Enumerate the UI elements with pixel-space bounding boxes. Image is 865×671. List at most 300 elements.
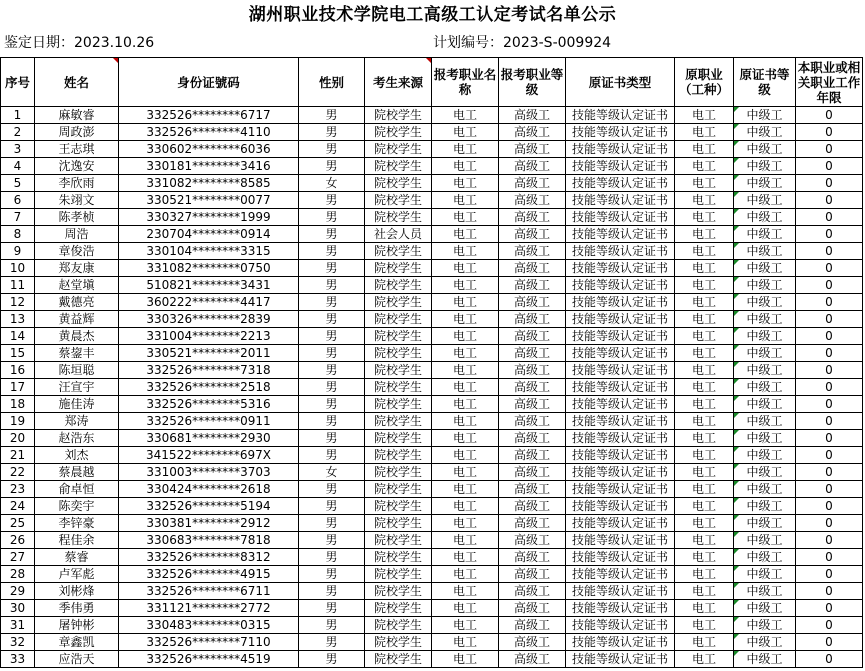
cell-cert-type[interactable] bbox=[566, 311, 675, 328]
cell-level[interactable] bbox=[499, 498, 566, 515]
cell-gender[interactable] bbox=[299, 311, 365, 328]
cell-orig-occupation[interactable] bbox=[675, 651, 734, 668]
cell-orig-level[interactable] bbox=[734, 260, 796, 277]
cell-id[interactable] bbox=[119, 549, 299, 566]
cell-cert-type[interactable] bbox=[566, 566, 675, 583]
cell-name[interactable] bbox=[35, 430, 119, 447]
cell-index[interactable] bbox=[1, 549, 35, 566]
cell-orig-occupation[interactable] bbox=[675, 158, 734, 175]
cell-orig-occupation[interactable] bbox=[675, 311, 734, 328]
cell-name[interactable] bbox=[35, 362, 119, 379]
header-cert-type[interactable]: 原证书类型 bbox=[566, 58, 675, 107]
cell-name[interactable] bbox=[35, 107, 119, 124]
cell-occupation[interactable] bbox=[432, 566, 499, 583]
cell-index[interactable] bbox=[1, 175, 35, 192]
cell-id[interactable] bbox=[119, 362, 299, 379]
cell-orig-level[interactable] bbox=[734, 277, 796, 294]
cell-cert-type[interactable] bbox=[566, 243, 675, 260]
cell-name[interactable] bbox=[35, 651, 119, 668]
cell-cert-type[interactable] bbox=[566, 532, 675, 549]
cell-occupation[interactable] bbox=[432, 617, 499, 634]
cell-occupation[interactable] bbox=[432, 464, 499, 481]
cell-orig-level[interactable] bbox=[734, 634, 796, 651]
cell-cert-type[interactable] bbox=[566, 141, 675, 158]
cell-source[interactable] bbox=[365, 243, 432, 260]
cell-occupation[interactable] bbox=[432, 634, 499, 651]
cell-orig-level[interactable] bbox=[734, 141, 796, 158]
cell-cert-type[interactable] bbox=[566, 226, 675, 243]
plan-number[interactable]: 计划编号：2023-S-009924 bbox=[433, 35, 612, 51]
cell-level[interactable] bbox=[499, 464, 566, 481]
cell-orig-level[interactable] bbox=[734, 617, 796, 634]
cell-orig-level[interactable] bbox=[734, 498, 796, 515]
cell-gender[interactable] bbox=[299, 600, 365, 617]
cell-index[interactable] bbox=[1, 447, 35, 464]
cell-orig-level[interactable] bbox=[734, 549, 796, 566]
cell-level[interactable] bbox=[499, 549, 566, 566]
cell-cert-type[interactable] bbox=[566, 549, 675, 566]
cell-name[interactable] bbox=[35, 481, 119, 498]
cell-gender[interactable] bbox=[299, 566, 365, 583]
cell-years[interactable] bbox=[796, 617, 863, 634]
cell-id[interactable] bbox=[119, 124, 299, 141]
cell-orig-occupation[interactable] bbox=[675, 617, 734, 634]
cell-name[interactable] bbox=[35, 617, 119, 634]
cell-source[interactable] bbox=[365, 617, 432, 634]
cell-level[interactable] bbox=[499, 362, 566, 379]
cell-orig-occupation[interactable] bbox=[675, 362, 734, 379]
cell-cert-type[interactable] bbox=[566, 634, 675, 651]
cell-level[interactable] bbox=[499, 311, 566, 328]
cell-level[interactable] bbox=[499, 634, 566, 651]
cell-source[interactable] bbox=[365, 651, 432, 668]
cell-name[interactable] bbox=[35, 447, 119, 464]
cell-level[interactable] bbox=[499, 413, 566, 430]
cell-name[interactable] bbox=[35, 566, 119, 583]
cell-orig-occupation[interactable] bbox=[675, 515, 734, 532]
cell-id[interactable] bbox=[119, 515, 299, 532]
cell-orig-level[interactable] bbox=[734, 600, 796, 617]
cell-level[interactable] bbox=[499, 294, 566, 311]
cell-level[interactable] bbox=[499, 243, 566, 260]
header-name[interactable]: 姓名 bbox=[35, 58, 119, 107]
cell-id[interactable] bbox=[119, 566, 299, 583]
cell-years[interactable] bbox=[796, 209, 863, 226]
cell-cert-type[interactable] bbox=[566, 362, 675, 379]
cell-occupation[interactable] bbox=[432, 396, 499, 413]
cell-occupation[interactable] bbox=[432, 277, 499, 294]
cell-level[interactable] bbox=[499, 617, 566, 634]
cell-years[interactable] bbox=[796, 192, 863, 209]
cell-name[interactable] bbox=[35, 328, 119, 345]
cell-name[interactable] bbox=[35, 124, 119, 141]
cell-id[interactable] bbox=[119, 141, 299, 158]
cell-index[interactable] bbox=[1, 498, 35, 515]
cell-cert-type[interactable] bbox=[566, 209, 675, 226]
cell-cert-type[interactable] bbox=[566, 515, 675, 532]
cell-gender[interactable] bbox=[299, 141, 365, 158]
cell-id[interactable] bbox=[119, 209, 299, 226]
cell-gender[interactable] bbox=[299, 192, 365, 209]
header-id[interactable]: 身份证號码 bbox=[119, 58, 299, 107]
cell-gender[interactable] bbox=[299, 362, 365, 379]
cell-source[interactable] bbox=[365, 566, 432, 583]
cell-orig-occupation[interactable] bbox=[675, 600, 734, 617]
cell-index[interactable] bbox=[1, 311, 35, 328]
cell-id[interactable] bbox=[119, 175, 299, 192]
cell-orig-level[interactable] bbox=[734, 413, 796, 430]
cell-orig-level[interactable] bbox=[734, 107, 796, 124]
cell-cert-type[interactable] bbox=[566, 107, 675, 124]
cell-index[interactable] bbox=[1, 124, 35, 141]
cell-gender[interactable] bbox=[299, 396, 365, 413]
cell-name[interactable] bbox=[35, 532, 119, 549]
cell-cert-type[interactable] bbox=[566, 260, 675, 277]
cell-level[interactable] bbox=[499, 430, 566, 447]
cell-id[interactable] bbox=[119, 158, 299, 175]
cell-gender[interactable] bbox=[299, 379, 365, 396]
cell-occupation[interactable] bbox=[432, 328, 499, 345]
cell-gender[interactable] bbox=[299, 413, 365, 430]
cell-orig-occupation[interactable] bbox=[675, 413, 734, 430]
cell-level[interactable] bbox=[499, 600, 566, 617]
cell-id[interactable] bbox=[119, 464, 299, 481]
header-gender[interactable]: 性别 bbox=[299, 58, 365, 107]
cell-gender[interactable] bbox=[299, 634, 365, 651]
cell-orig-level[interactable] bbox=[734, 243, 796, 260]
cell-source[interactable] bbox=[365, 175, 432, 192]
cell-years[interactable] bbox=[796, 549, 863, 566]
cell-years[interactable] bbox=[796, 413, 863, 430]
cell-orig-level[interactable] bbox=[734, 515, 796, 532]
cell-level[interactable] bbox=[499, 651, 566, 668]
cell-gender[interactable] bbox=[299, 651, 365, 668]
cell-years[interactable] bbox=[796, 481, 863, 498]
cell-id[interactable] bbox=[119, 447, 299, 464]
cell-source[interactable] bbox=[365, 226, 432, 243]
cell-name[interactable] bbox=[35, 209, 119, 226]
cell-gender[interactable] bbox=[299, 260, 365, 277]
cell-index[interactable] bbox=[1, 209, 35, 226]
cell-id[interactable] bbox=[119, 277, 299, 294]
cell-orig-occupation[interactable] bbox=[675, 141, 734, 158]
cell-years[interactable] bbox=[796, 124, 863, 141]
cell-index[interactable] bbox=[1, 600, 35, 617]
cell-orig-occupation[interactable] bbox=[675, 277, 734, 294]
cell-id[interactable] bbox=[119, 532, 299, 549]
cell-level[interactable] bbox=[499, 328, 566, 345]
cell-gender[interactable] bbox=[299, 345, 365, 362]
cell-years[interactable] bbox=[796, 243, 863, 260]
cell-level[interactable] bbox=[499, 277, 566, 294]
cell-level[interactable] bbox=[499, 209, 566, 226]
cell-index[interactable] bbox=[1, 294, 35, 311]
cell-name[interactable] bbox=[35, 226, 119, 243]
cell-id[interactable] bbox=[119, 600, 299, 617]
cell-level[interactable] bbox=[499, 345, 566, 362]
cell-gender[interactable] bbox=[299, 532, 365, 549]
cell-gender[interactable] bbox=[299, 158, 365, 175]
cell-orig-occupation[interactable] bbox=[675, 192, 734, 209]
cell-id[interactable] bbox=[119, 634, 299, 651]
cell-years[interactable] bbox=[796, 328, 863, 345]
cell-name[interactable] bbox=[35, 141, 119, 158]
cell-gender[interactable] bbox=[299, 498, 365, 515]
cell-name[interactable] bbox=[35, 277, 119, 294]
cell-occupation[interactable] bbox=[432, 481, 499, 498]
cell-source[interactable] bbox=[365, 124, 432, 141]
page-title[interactable]: 湖州职业技术学院电工高级工认定考试名单公示 bbox=[248, 5, 617, 25]
cell-index[interactable] bbox=[1, 141, 35, 158]
cell-years[interactable] bbox=[796, 345, 863, 362]
cell-id[interactable] bbox=[119, 430, 299, 447]
cell-level[interactable] bbox=[499, 158, 566, 175]
cell-cert-type[interactable] bbox=[566, 294, 675, 311]
cell-index[interactable] bbox=[1, 515, 35, 532]
cell-orig-occupation[interactable] bbox=[675, 532, 734, 549]
cell-occupation[interactable] bbox=[432, 260, 499, 277]
cell-gender[interactable] bbox=[299, 209, 365, 226]
cell-orig-level[interactable] bbox=[734, 294, 796, 311]
cell-cert-type[interactable] bbox=[566, 651, 675, 668]
cell-source[interactable] bbox=[365, 396, 432, 413]
cell-index[interactable] bbox=[1, 362, 35, 379]
cell-occupation[interactable] bbox=[432, 447, 499, 464]
cell-cert-type[interactable] bbox=[566, 192, 675, 209]
cell-orig-level[interactable] bbox=[734, 566, 796, 583]
cell-index[interactable] bbox=[1, 277, 35, 294]
cell-index[interactable] bbox=[1, 158, 35, 175]
cell-id[interactable] bbox=[119, 413, 299, 430]
cell-years[interactable] bbox=[796, 583, 863, 600]
cell-source[interactable] bbox=[365, 379, 432, 396]
cell-index[interactable] bbox=[1, 583, 35, 600]
cell-orig-occupation[interactable] bbox=[675, 447, 734, 464]
cell-source[interactable] bbox=[365, 260, 432, 277]
cell-name[interactable] bbox=[35, 634, 119, 651]
cell-cert-type[interactable] bbox=[566, 481, 675, 498]
cell-level[interactable] bbox=[499, 515, 566, 532]
cell-level[interactable] bbox=[499, 396, 566, 413]
cell-orig-level[interactable] bbox=[734, 345, 796, 362]
cell-orig-occupation[interactable] bbox=[675, 107, 734, 124]
cell-index[interactable] bbox=[1, 379, 35, 396]
cell-level[interactable] bbox=[499, 260, 566, 277]
cell-occupation[interactable] bbox=[432, 583, 499, 600]
cell-source[interactable] bbox=[365, 447, 432, 464]
cell-years[interactable] bbox=[796, 260, 863, 277]
cell-orig-occupation[interactable] bbox=[675, 396, 734, 413]
cell-index[interactable] bbox=[1, 430, 35, 447]
cell-years[interactable] bbox=[796, 294, 863, 311]
cell-source[interactable] bbox=[365, 549, 432, 566]
cell-gender[interactable] bbox=[299, 481, 365, 498]
cell-orig-level[interactable] bbox=[734, 124, 796, 141]
cell-level[interactable] bbox=[499, 583, 566, 600]
cell-orig-level[interactable] bbox=[734, 464, 796, 481]
cell-orig-occupation[interactable] bbox=[675, 175, 734, 192]
cell-source[interactable] bbox=[365, 583, 432, 600]
cell-name[interactable] bbox=[35, 413, 119, 430]
cell-orig-level[interactable] bbox=[734, 447, 796, 464]
cell-orig-occupation[interactable] bbox=[675, 583, 734, 600]
cell-occupation[interactable] bbox=[432, 175, 499, 192]
cell-years[interactable] bbox=[796, 532, 863, 549]
cell-name[interactable] bbox=[35, 498, 119, 515]
cell-name[interactable] bbox=[35, 464, 119, 481]
header-index[interactable]: 序号 bbox=[1, 58, 35, 107]
cell-cert-type[interactable] bbox=[566, 413, 675, 430]
cell-name[interactable] bbox=[35, 379, 119, 396]
cell-occupation[interactable] bbox=[432, 379, 499, 396]
cell-occupation[interactable] bbox=[432, 532, 499, 549]
cell-id[interactable] bbox=[119, 311, 299, 328]
cell-orig-level[interactable] bbox=[734, 651, 796, 668]
cell-index[interactable] bbox=[1, 192, 35, 209]
cell-level[interactable] bbox=[499, 107, 566, 124]
cell-orig-level[interactable] bbox=[734, 379, 796, 396]
cell-id[interactable] bbox=[119, 107, 299, 124]
cell-name[interactable] bbox=[35, 549, 119, 566]
cell-level[interactable] bbox=[499, 175, 566, 192]
cell-orig-level[interactable] bbox=[734, 430, 796, 447]
cell-orig-occupation[interactable] bbox=[675, 260, 734, 277]
cell-occupation[interactable] bbox=[432, 345, 499, 362]
cell-index[interactable] bbox=[1, 345, 35, 362]
cell-years[interactable] bbox=[796, 634, 863, 651]
cell-years[interactable] bbox=[796, 141, 863, 158]
cell-source[interactable] bbox=[365, 311, 432, 328]
cell-occupation[interactable] bbox=[432, 141, 499, 158]
cell-source[interactable] bbox=[365, 430, 432, 447]
cell-orig-level[interactable] bbox=[734, 583, 796, 600]
header-orig-level[interactable]: 原证书等级 bbox=[734, 58, 796, 107]
cell-orig-level[interactable] bbox=[734, 158, 796, 175]
cell-id[interactable] bbox=[119, 379, 299, 396]
cell-years[interactable] bbox=[796, 566, 863, 583]
cell-source[interactable] bbox=[365, 464, 432, 481]
cell-orig-occupation[interactable] bbox=[675, 124, 734, 141]
cell-years[interactable] bbox=[796, 651, 863, 668]
cell-index[interactable] bbox=[1, 634, 35, 651]
cell-occupation[interactable] bbox=[432, 311, 499, 328]
cell-gender[interactable] bbox=[299, 464, 365, 481]
header-orig-occupation[interactable]: 原职业（工种） bbox=[675, 58, 734, 107]
cell-index[interactable] bbox=[1, 396, 35, 413]
cell-gender[interactable] bbox=[299, 124, 365, 141]
cell-gender[interactable] bbox=[299, 243, 365, 260]
header-source[interactable]: 考生来源 bbox=[365, 58, 432, 107]
cell-occupation[interactable] bbox=[432, 600, 499, 617]
cell-cert-type[interactable] bbox=[566, 158, 675, 175]
cell-occupation[interactable] bbox=[432, 362, 499, 379]
cell-years[interactable] bbox=[796, 379, 863, 396]
cell-cert-type[interactable] bbox=[566, 396, 675, 413]
cell-id[interactable] bbox=[119, 328, 299, 345]
cell-orig-occupation[interactable] bbox=[675, 243, 734, 260]
header-years[interactable]: 本职业或相关职业工作年限 bbox=[796, 58, 863, 107]
cell-occupation[interactable] bbox=[432, 498, 499, 515]
cell-source[interactable] bbox=[365, 481, 432, 498]
cell-gender[interactable] bbox=[299, 549, 365, 566]
cell-occupation[interactable] bbox=[432, 294, 499, 311]
cell-source[interactable] bbox=[365, 209, 432, 226]
cell-name[interactable] bbox=[35, 243, 119, 260]
cell-index[interactable] bbox=[1, 651, 35, 668]
cell-orig-occupation[interactable] bbox=[675, 226, 734, 243]
cell-name[interactable] bbox=[35, 192, 119, 209]
cell-occupation[interactable] bbox=[432, 243, 499, 260]
cell-cert-type[interactable] bbox=[566, 464, 675, 481]
cell-level[interactable] bbox=[499, 566, 566, 583]
cell-index[interactable] bbox=[1, 532, 35, 549]
cell-orig-level[interactable] bbox=[734, 209, 796, 226]
cell-index[interactable] bbox=[1, 107, 35, 124]
cell-name[interactable] bbox=[35, 158, 119, 175]
cell-orig-occupation[interactable] bbox=[675, 328, 734, 345]
cell-index[interactable] bbox=[1, 328, 35, 345]
cell-source[interactable] bbox=[365, 600, 432, 617]
cell-years[interactable] bbox=[796, 600, 863, 617]
cell-orig-occupation[interactable] bbox=[675, 209, 734, 226]
cell-index[interactable] bbox=[1, 260, 35, 277]
cell-source[interactable] bbox=[365, 277, 432, 294]
cell-years[interactable] bbox=[796, 175, 863, 192]
cell-gender[interactable] bbox=[299, 328, 365, 345]
cell-cert-type[interactable] bbox=[566, 277, 675, 294]
cell-gender[interactable] bbox=[299, 294, 365, 311]
cell-orig-level[interactable] bbox=[734, 328, 796, 345]
cell-name[interactable] bbox=[35, 294, 119, 311]
cell-gender[interactable] bbox=[299, 107, 365, 124]
cell-cert-type[interactable] bbox=[566, 175, 675, 192]
cell-level[interactable] bbox=[499, 141, 566, 158]
cell-orig-level[interactable] bbox=[734, 175, 796, 192]
cell-cert-type[interactable] bbox=[566, 124, 675, 141]
cell-name[interactable] bbox=[35, 515, 119, 532]
cell-cert-type[interactable] bbox=[566, 600, 675, 617]
cell-cert-type[interactable] bbox=[566, 379, 675, 396]
cell-index[interactable] bbox=[1, 481, 35, 498]
cell-id[interactable] bbox=[119, 583, 299, 600]
cell-index[interactable] bbox=[1, 617, 35, 634]
cell-id[interactable] bbox=[119, 226, 299, 243]
cell-source[interactable] bbox=[365, 158, 432, 175]
cell-level[interactable] bbox=[499, 124, 566, 141]
cell-gender[interactable] bbox=[299, 617, 365, 634]
cell-orig-occupation[interactable] bbox=[675, 345, 734, 362]
cell-occupation[interactable] bbox=[432, 158, 499, 175]
cell-source[interactable] bbox=[365, 141, 432, 158]
cell-occupation[interactable] bbox=[432, 515, 499, 532]
cell-id[interactable] bbox=[119, 481, 299, 498]
cell-id[interactable] bbox=[119, 498, 299, 515]
header-level[interactable]: 报考职业等级 bbox=[499, 58, 566, 107]
cell-occupation[interactable] bbox=[432, 430, 499, 447]
cell-level[interactable] bbox=[499, 379, 566, 396]
cell-id[interactable] bbox=[119, 192, 299, 209]
cell-source[interactable] bbox=[365, 413, 432, 430]
cell-level[interactable] bbox=[499, 226, 566, 243]
cell-cert-type[interactable] bbox=[566, 583, 675, 600]
cell-orig-occupation[interactable] bbox=[675, 566, 734, 583]
cell-id[interactable] bbox=[119, 345, 299, 362]
cell-cert-type[interactable] bbox=[566, 328, 675, 345]
cell-gender[interactable] bbox=[299, 583, 365, 600]
cell-orig-level[interactable] bbox=[734, 362, 796, 379]
cell-name[interactable] bbox=[35, 260, 119, 277]
cell-id[interactable] bbox=[119, 243, 299, 260]
